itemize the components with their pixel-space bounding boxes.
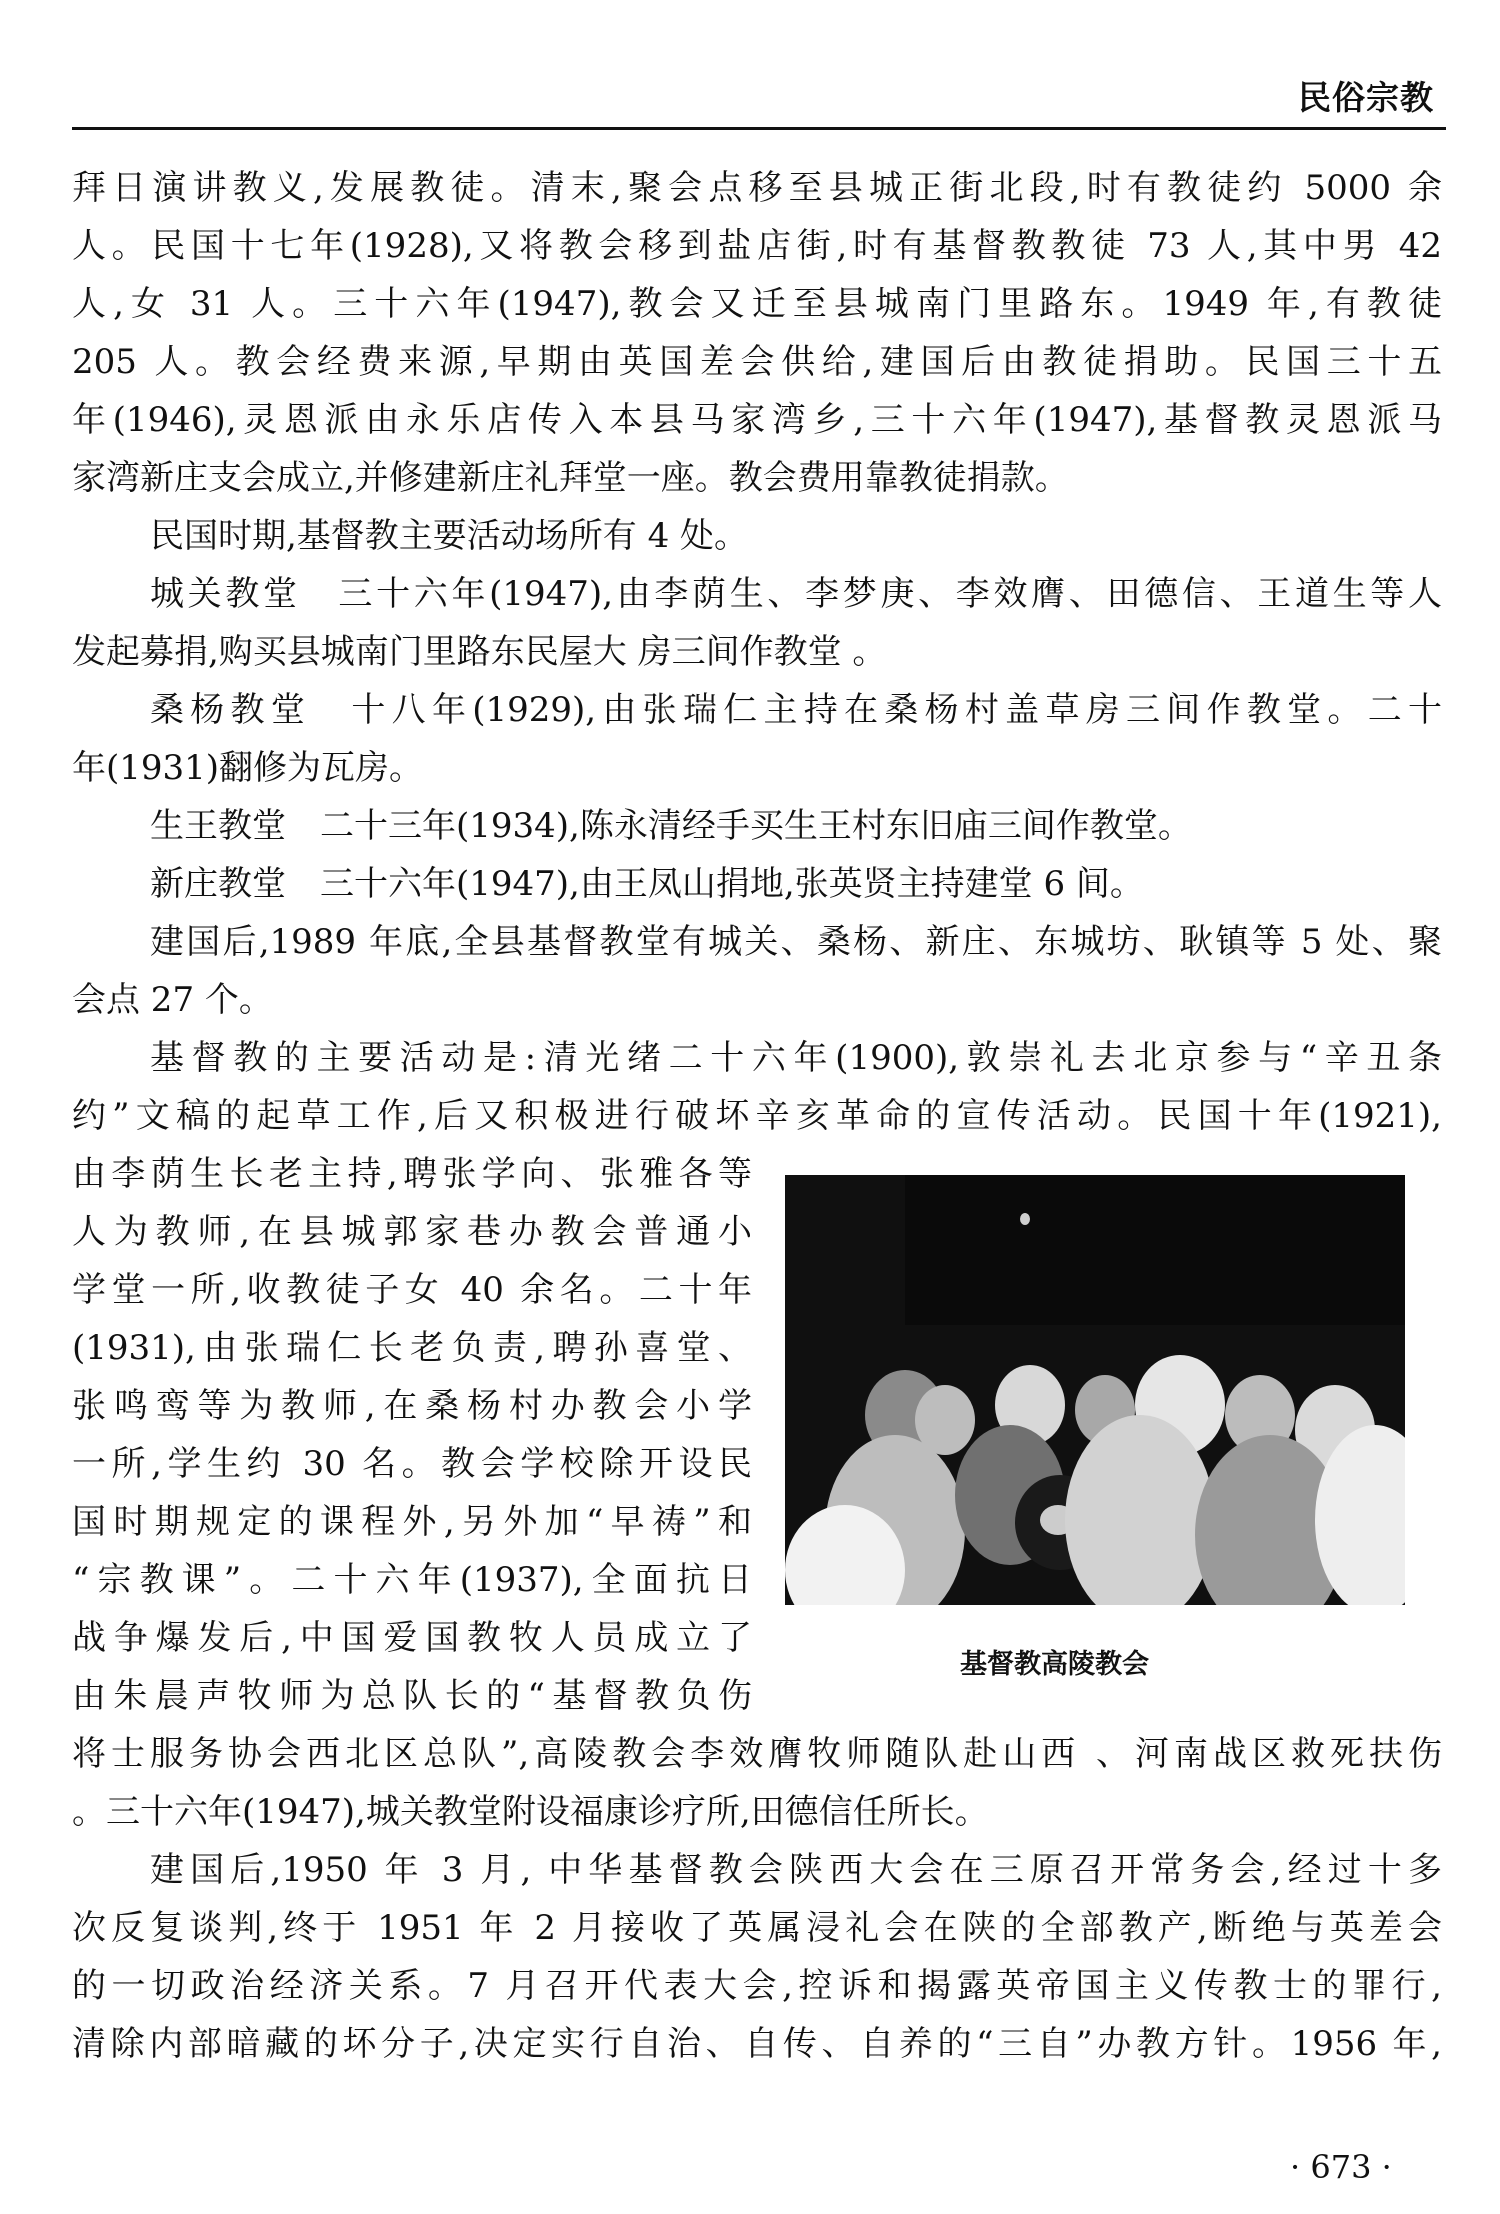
text-line: 战争爆发后,中国爱国教牧人员成立了 [72,1618,752,1658]
text-line: 。三十六年(1947),城关教堂附设福康诊疗所,田德信任所长。 [72,1792,989,1832]
text-line: 学堂一所,收教徒子女 40 余名。二十年 [72,1270,752,1310]
congregation-photo [785,1175,1405,1605]
text-line: 人为教师,在县城郭家巷办教会普通小 [72,1212,752,1252]
text-line: 次反复谈判,终于 1951 年 2 月接收了英属浸礼会在陕的全部教产,断绝与英差会 [72,1908,1442,1948]
text-line: 约”文稿的起草工作,后又积极进行破坏辛亥革命的宣传活动。民国十年(1921), [72,1096,1442,1136]
text-line: 人,女 31 人。三十六年(1947),教会又迁至县城南门里路东。1949 年,有教徒 [72,284,1442,324]
text-line: 的一切政治经济关系。7 月召开代表大会,控诉和揭露英帝国主义传教士的罪行, [72,1966,1442,2006]
text-line: (1931),由张瑞仁长老负责,聘孙喜堂、 [72,1328,752,1368]
text-line: 将士服务协会西北区总队”,高陵教会李效膺牧师随队赴山西 、河南战区救死扶伤 [72,1734,1442,1774]
header-divider [72,127,1446,130]
text-line: 建国后,1950 年 3 月, 中华基督教会陕西大会在三原召开常务会,经过十多 [150,1850,1442,1890]
text-line: 年(1946),灵恩派由永乐店传入本县马家湾乡,三十六年(1947),基督教灵恩派马 [72,400,1442,440]
text-line: 年(1931)翻修为瓦房。 [72,748,424,788]
text-line: 205 人。教会经费来源,早期由英国差会供给,建国后由教徒捐助。民国三十五 [72,342,1442,382]
text-line: 一所,学生约 30 名。教会学校除开设民 [72,1444,752,1484]
text-line: 张鸣鸾等为教师,在桑杨村办教会小学 [72,1386,752,1426]
text-line: 会点 27 个。 [72,980,273,1020]
text-line: 国时期规定的课程外,另外加“早祷”和 [72,1502,752,1542]
church-entry-sangyang: 桑杨教堂 十八年(1929),由张瑞仁主持在桑杨村盖草房三间作教堂。二十 [150,690,1442,730]
text-line: 发起募捐,购买县城南门里路东民屋大 房三间作教堂 。 [72,632,887,672]
text-line: 民国时期,基督教主要活动场所有 4 处。 [150,516,749,556]
running-header-title: 民俗宗教 [1298,78,1434,117]
text-line: 基督教的主要活动是:清光绪二十六年(1900),敦崇礼去北京参与“辛丑条 [150,1038,1442,1078]
photo-caption: 基督教高陵教会 [960,1649,1149,1680]
text-line: 拜日演讲教义,发展教徒。清末,聚会点移至县城正街北段,时有教徒约 5000 余 [72,168,1442,208]
church-entry-shengwang: 生王教堂 二十三年(1934),陈永清经手买生王村东旧庙三间作教堂。 [150,806,1192,846]
text-line: 建国后,1989 年底,全县基督教堂有城关、桑杨、新庄、东城坊、耿镇等 5 处、聚 [150,922,1442,962]
church-entry-chengguan: 城关教堂 三十六年(1947),由李荫生、李梦庚、李效膺、田德信、王道生等人 [150,574,1442,614]
text-line: “宗教课”。二十六年(1937),全面抗日 [72,1560,752,1600]
page-number: · 673 · [1290,2148,1392,2186]
text-line: 由李荫生长老主持,聘张学向、张雅各等 [72,1154,752,1194]
text-line: 家湾新庄支会成立,并修建新庄礼拜堂一座。教会费用靠教徒捐款。 [72,458,1069,498]
text-line: 清除内部暗藏的坏分子,决定实行自治、自传、自养的“三自”办教方针。1956 年, [72,2024,1442,2064]
text-line: 人。民国十七年(1928),又将教会移到盐店街,时有基督教教徒 73 人,其中男 42 [72,226,1442,266]
text-line: 由朱晨声牧师为总队长的“基督教负伤 [72,1676,752,1716]
church-entry-xinzhuang: 新庄教堂 三十六年(1947),由王凤山捐地,张英贤主持建堂 6 间。 [150,864,1144,904]
